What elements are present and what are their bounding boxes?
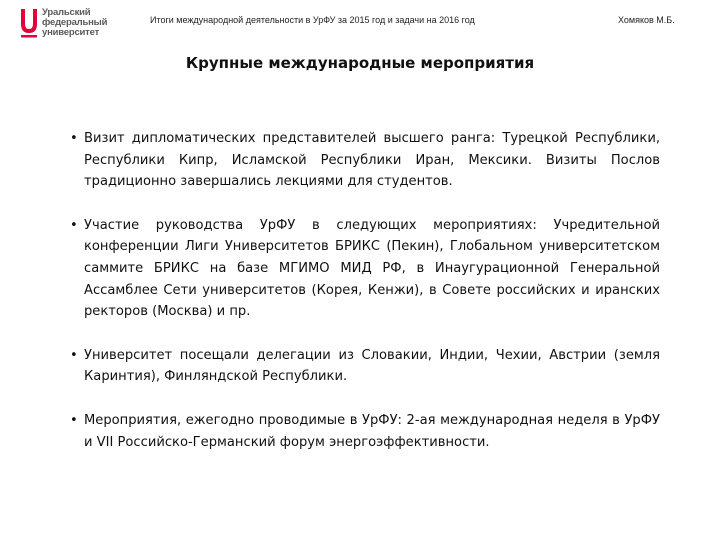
slide-title: Крупные международные мероприятия — [185, 54, 535, 72]
bullet-item-delegations — [70, 345, 660, 388]
bullet-text: Участие руководства УрФУ в следующих мероприятиях: Учредительной конференции Лиги Университетов БРИКС (Пекин), Глобальном университетском саммите БРИКС на базе МГИМО МИД РФ, в Инаугурационной Генеральной Ассамблее Сети университетов (Корея, Кенжи), в Совете российских и иранских ректоров (Москва) и пр. — [84, 217, 660, 320]
author-name: Хомяков М.Б. — [618, 15, 675, 25]
university-logo — [20, 8, 140, 40]
bullet-text: Мероприятия, ежегодно проводимые в УрФУ: 2-ая международная неделя в УрФУ и VII Российско-Германский форум энергоэффективности. — [84, 412, 660, 450]
logo-line-1: Уральский — [42, 7, 91, 18]
bullet-item-diplomatic-visits — [70, 128, 660, 193]
bullet-icon: • — [70, 217, 78, 233]
presentation-title: Итоги международной деятельности в УрФУ за 2015 год и задачи на 2016 год — [150, 15, 475, 25]
logo-wordmark — [42, 8, 107, 38]
bullet-list — [70, 128, 660, 453]
bullet-icon: • — [70, 131, 78, 146]
bullet-item-annual-events — [70, 410, 660, 453]
logo-line-2: федеральный — [42, 17, 108, 28]
bullet-item-leadership-participation — [70, 215, 660, 323]
bullet-text: Визит дипломатических представителей высшего ранга: Турецкой Республики, Республики Кипр, Исламской Республики Иран, Мексики. Визиты Послов традиционно завершались лекциями для студентов. — [84, 131, 660, 190]
logo-line-3: университет — [42, 27, 100, 38]
bullet-icon: • — [70, 347, 78, 363]
urfu-logo-icon — [20, 8, 38, 38]
bullet-text: Университет посещали делегации из Словакии, Индии, Чехии, Австрии (земля Каринтия), Финляндской Республики. — [84, 347, 660, 385]
bullet-icon: • — [70, 412, 78, 428]
